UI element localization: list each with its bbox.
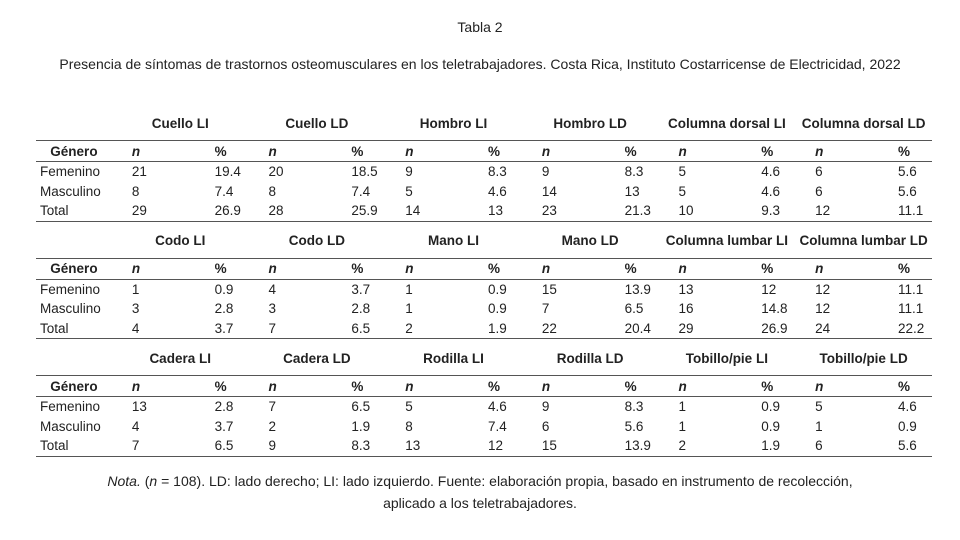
table-row xyxy=(36,201,932,221)
count-cell: 29 xyxy=(659,319,716,339)
count-cell: 15 xyxy=(522,279,579,299)
group-header: Codo LD xyxy=(249,221,386,258)
count-cell: 1 xyxy=(405,301,413,317)
percent-cell: 11.1 xyxy=(897,301,924,317)
page-title: Tabla 2 xyxy=(457,19,503,35)
count-cell: 4 xyxy=(131,418,140,434)
header-blank-cell xyxy=(36,339,112,376)
percent-cell: 4.6 xyxy=(852,397,932,417)
count-cell: 21 xyxy=(112,162,169,182)
count-cell: 10 xyxy=(659,201,716,221)
n-header: n xyxy=(112,376,169,397)
count-cell: 5 xyxy=(795,397,852,417)
subheader-row xyxy=(36,376,932,397)
percent-cell: 4.6 xyxy=(442,397,522,417)
percent-cell: 2.8 xyxy=(169,397,249,417)
count-cell: 13 xyxy=(112,397,169,417)
count-cell: 7 xyxy=(249,397,306,417)
percent-cell: 9.3 xyxy=(715,201,795,221)
count-cell: 20 xyxy=(249,162,306,182)
row-label: Total xyxy=(36,319,112,339)
n-header: n xyxy=(795,376,852,397)
count-cell: 5 xyxy=(385,397,442,417)
percent-cell: 2.8 xyxy=(214,301,234,317)
group-header: Columna dorsal LD xyxy=(795,104,932,141)
percent-cell: 3.7 xyxy=(305,279,385,299)
percent-cell: 4.6 xyxy=(487,183,507,199)
count-cell: 24 xyxy=(795,319,852,339)
n-header: n xyxy=(385,141,442,162)
row-label: Masculino xyxy=(40,301,101,317)
table-row xyxy=(36,319,932,339)
table-body xyxy=(36,104,932,456)
count-cell: 2 xyxy=(268,418,277,434)
group-header: Cadera LD xyxy=(249,339,386,376)
row-label: Total xyxy=(36,436,112,456)
count-cell: 2 xyxy=(385,319,442,339)
group-header: Cadera LI xyxy=(112,339,249,376)
page-subtitle: Presencia de síntomas de trastornos osteomusculares en los teletrabajadores. Costa Rica, Instituto Costarricense de Electricidad, 2022 xyxy=(59,56,901,72)
gender-header: Género xyxy=(36,376,112,397)
count-cell: 4 xyxy=(249,279,306,299)
table-row xyxy=(36,436,932,456)
n-header: n xyxy=(249,258,306,279)
group-header: Cuello LI xyxy=(112,104,249,141)
note-prefix: Nota. xyxy=(107,473,141,489)
group-header-row xyxy=(36,104,932,141)
percent-cell: 13.9 xyxy=(579,279,659,299)
count-cell: 1 xyxy=(815,418,823,434)
percent-header: % xyxy=(715,258,795,279)
percent-cell: 5.6 xyxy=(624,418,644,434)
percent-header: % xyxy=(852,376,932,397)
percent-header: % xyxy=(579,258,659,279)
group-header: Hombro LD xyxy=(522,104,659,141)
percent-cell: 11.1 xyxy=(852,201,932,221)
row-label: Masculino xyxy=(40,418,101,434)
group-header: Columna dorsal LI xyxy=(659,104,796,141)
group-header: Rodilla LI xyxy=(385,339,522,376)
percent-cell: 19.4 xyxy=(169,162,249,182)
group-header: Rodilla LD xyxy=(522,339,659,376)
group-header: Cuello LD xyxy=(249,104,386,141)
count-cell: 13 xyxy=(385,436,442,456)
percent-cell: 3.7 xyxy=(214,418,234,434)
count-cell: 8 xyxy=(131,183,140,199)
count-cell: 16 xyxy=(678,301,694,317)
percent-cell: 18.5 xyxy=(305,162,385,182)
percent-cell: 4.6 xyxy=(761,183,781,199)
percent-cell: 13.9 xyxy=(579,436,659,456)
percent-cell: 0.9 xyxy=(442,279,522,299)
group-header-row xyxy=(36,221,932,258)
group-header: Mano LD xyxy=(522,221,659,258)
count-cell: 7 xyxy=(249,319,306,339)
row-label: Masculino xyxy=(40,183,101,199)
count-cell: 14 xyxy=(385,201,442,221)
count-cell: 4 xyxy=(112,319,169,339)
n-header: n xyxy=(249,376,306,397)
percent-header: % xyxy=(169,141,249,162)
count-cell: 9 xyxy=(385,162,442,182)
percent-header: % xyxy=(305,258,385,279)
percent-cell: 4.6 xyxy=(715,162,795,182)
group-header: Columna lumbar LD xyxy=(795,221,932,258)
count-cell: 14 xyxy=(541,183,557,199)
table-row xyxy=(36,182,932,202)
row-label: Femenino xyxy=(36,162,112,182)
percent-cell: 14.8 xyxy=(761,301,788,317)
note-n-symbol: n xyxy=(149,473,158,489)
n-header: n xyxy=(522,258,579,279)
percent-cell: 0.9 xyxy=(897,418,917,434)
percent-header: % xyxy=(715,141,795,162)
percent-cell: 26.9 xyxy=(169,201,249,221)
percent-cell: 5.6 xyxy=(897,183,917,199)
n-header: n xyxy=(795,258,852,279)
percent-header: % xyxy=(442,376,522,397)
percent-cell: 0.9 xyxy=(715,397,795,417)
percent-cell: 1.9 xyxy=(715,436,795,456)
n-header: n xyxy=(112,141,169,162)
percent-header: % xyxy=(852,258,932,279)
count-cell: 13 xyxy=(659,279,716,299)
percent-header: % xyxy=(442,141,522,162)
count-cell: 5 xyxy=(659,162,716,182)
count-cell: 1 xyxy=(112,279,169,299)
count-cell: 28 xyxy=(249,201,306,221)
n-header: n xyxy=(659,141,716,162)
percent-cell: 0.9 xyxy=(487,301,507,317)
count-cell: 6 xyxy=(795,436,852,456)
percent-cell: 21.3 xyxy=(579,201,659,221)
count-cell: 9 xyxy=(249,436,306,456)
header-blank-cell xyxy=(36,104,112,141)
percent-cell: 20.4 xyxy=(579,319,659,339)
table-row xyxy=(36,162,932,182)
percent-header: % xyxy=(579,376,659,397)
gender-header: Género xyxy=(36,141,112,162)
count-cell: 12 xyxy=(795,279,852,299)
count-cell: 9 xyxy=(522,162,579,182)
n-header: n xyxy=(385,258,442,279)
symptoms-table xyxy=(36,104,932,457)
percent-cell: 1.9 xyxy=(442,319,522,339)
percent-cell: 8.3 xyxy=(305,436,385,456)
percent-cell: 6.5 xyxy=(305,319,385,339)
percent-cell: 12 xyxy=(715,279,795,299)
percent-cell: 25.9 xyxy=(305,201,385,221)
count-cell: 6 xyxy=(795,162,852,182)
count-cell: 12 xyxy=(795,201,852,221)
count-cell: 7 xyxy=(112,436,169,456)
percent-cell: 26.9 xyxy=(715,319,795,339)
percent-cell: 13 xyxy=(442,201,522,221)
percent-cell: 5.6 xyxy=(852,436,932,456)
percent-cell: 22.2 xyxy=(852,319,932,339)
percent-cell: 6.5 xyxy=(624,301,644,317)
percent-header: % xyxy=(852,141,932,162)
percent-cell: 7.4 xyxy=(487,418,507,434)
table-note xyxy=(60,470,900,514)
percent-header: % xyxy=(442,258,522,279)
row-label: Femenino xyxy=(36,279,112,299)
n-header: n xyxy=(249,141,306,162)
percent-header: % xyxy=(169,376,249,397)
percent-cell: 8.3 xyxy=(579,162,659,182)
percent-header: % xyxy=(305,376,385,397)
count-cell: 6 xyxy=(541,418,550,434)
count-cell: 15 xyxy=(522,436,579,456)
count-cell: 22 xyxy=(522,319,579,339)
percent-cell: 8.3 xyxy=(579,397,659,417)
note-text: = 108). LD: lado derecho; LI: lado izquierdo. Fuente: elaboración propia, basado en instrumento de recolección, xyxy=(157,473,853,489)
count-cell: 7 xyxy=(541,301,550,317)
percent-cell: 1.9 xyxy=(351,418,371,434)
note-text-line2: aplicado a los teletrabajadores. xyxy=(383,495,577,511)
n-header: n xyxy=(795,141,852,162)
group-header: Hombro LI xyxy=(385,104,522,141)
n-header: n xyxy=(522,141,579,162)
gender-header: Género xyxy=(36,258,112,279)
percent-cell: 7.4 xyxy=(214,183,234,199)
count-cell: 1 xyxy=(385,279,442,299)
header-blank-cell xyxy=(36,221,112,258)
subheader-row xyxy=(36,258,932,279)
table-row xyxy=(36,417,932,437)
table-row xyxy=(36,279,932,299)
row-label: Femenino xyxy=(36,397,112,417)
percent-cell: 0.9 xyxy=(761,418,781,434)
n-header: n xyxy=(385,376,442,397)
percent-cell: 7.4 xyxy=(351,183,371,199)
percent-header: % xyxy=(169,258,249,279)
percent-cell: 12 xyxy=(442,436,522,456)
n-header: n xyxy=(659,376,716,397)
count-cell: 3 xyxy=(268,301,277,317)
table-row xyxy=(36,397,932,417)
group-header: Codo LI xyxy=(112,221,249,258)
count-cell: 23 xyxy=(522,201,579,221)
percent-cell: 3.7 xyxy=(169,319,249,339)
percent-cell: 8.3 xyxy=(442,162,522,182)
count-cell: 1 xyxy=(659,397,716,417)
count-cell: 3 xyxy=(131,301,140,317)
count-cell: 5 xyxy=(405,183,413,199)
percent-cell: 0.9 xyxy=(169,279,249,299)
table-row xyxy=(36,299,932,319)
count-cell: 8 xyxy=(405,418,413,434)
count-cell: 8 xyxy=(268,183,277,199)
percent-header: % xyxy=(715,376,795,397)
row-label: Total xyxy=(36,201,112,221)
percent-cell: 2.8 xyxy=(351,301,371,317)
n-header: n xyxy=(659,258,716,279)
group-header-row xyxy=(36,339,932,376)
count-cell: 1 xyxy=(678,418,687,434)
percent-cell: 6.5 xyxy=(305,397,385,417)
group-header: Tobillo/pie LI xyxy=(659,339,796,376)
group-header: Mano LI xyxy=(385,221,522,258)
percent-cell: 5.6 xyxy=(852,162,932,182)
percent-header: % xyxy=(305,141,385,162)
count-cell: 29 xyxy=(112,201,169,221)
count-cell: 5 xyxy=(678,183,687,199)
count-cell: 2 xyxy=(659,436,716,456)
group-header: Tobillo/pie LD xyxy=(795,339,932,376)
percent-header: % xyxy=(579,141,659,162)
n-header: n xyxy=(112,258,169,279)
note-open-paren: ( xyxy=(140,473,150,489)
count-cell: 6 xyxy=(815,183,823,199)
percent-cell: 6.5 xyxy=(169,436,249,456)
subheader-row xyxy=(36,141,932,162)
count-cell: 12 xyxy=(815,301,831,317)
percent-cell: 11.1 xyxy=(852,279,932,299)
n-header: n xyxy=(522,376,579,397)
percent-cell: 13 xyxy=(624,183,640,199)
count-cell: 9 xyxy=(522,397,579,417)
group-header: Columna lumbar LI xyxy=(659,221,796,258)
